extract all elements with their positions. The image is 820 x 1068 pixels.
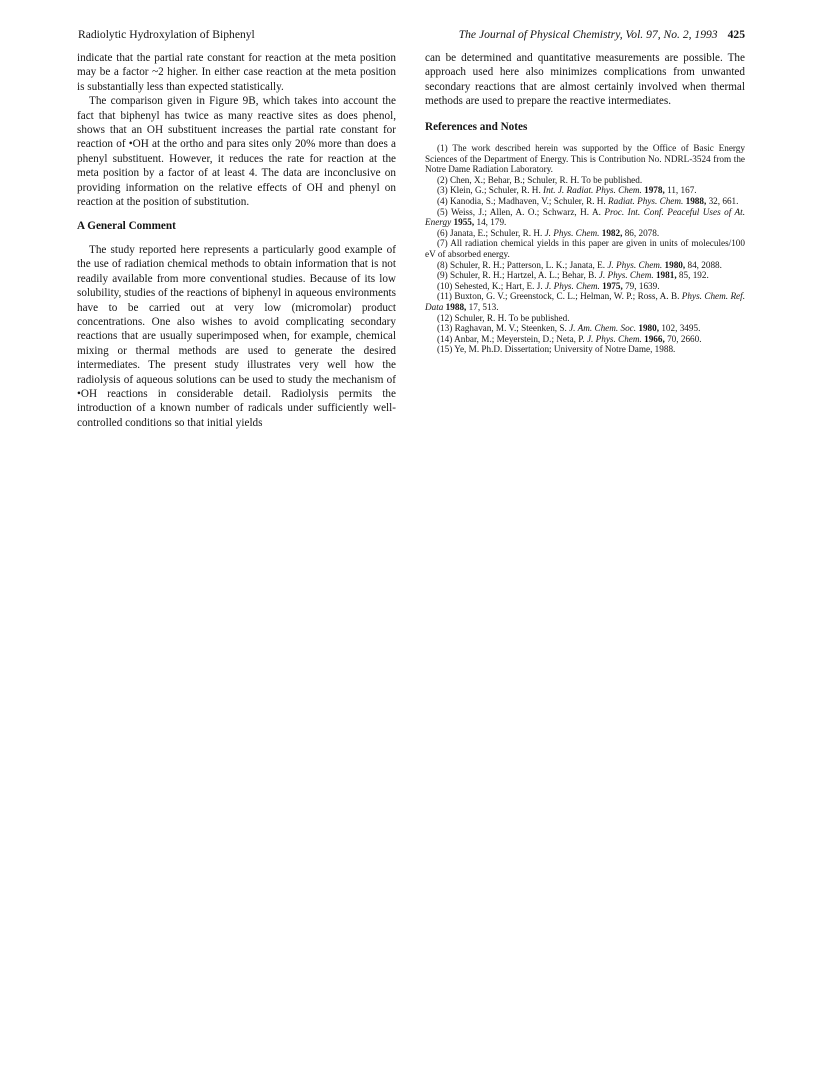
journal-citation-line [459, 28, 745, 41]
paragraph: indicate that the partial rate constant for reaction at the meta position may be a factor ~2 higher. In either case reaction at the meta position is substantially less than expected statistically. [77, 52, 396, 93]
section-heading: A General Comment [77, 220, 176, 233]
references-list [425, 143, 745, 355]
running-title: Radiolytic Hydroxylation of Biphenyl [78, 28, 255, 41]
reference-item: (15) Ye, M. Ph.D. Dissertation; University of Notre Dame, 1988. [437, 344, 676, 355]
paragraph: The comparison given in Figure 9B, which takes into account the fact that biphenyl has twice as many reactive sites as does phenol, shows that an OH substituent increases the partial rate constant for reaction of •OH at the ortho and para sites only 20% more than does a phenyl substituent. However, it reduces the rate for reaction at the meta position by a factor of at least 4. The data are inconclusive on providing information on the relative effects of OH and phenyl on reaction at the position of substitution. [77, 95, 396, 209]
reference-item: (8) Schuler, R. H.; Patterson, L. K.; Janata, E. J. Phys. Chem. 1980, 84, 2088. [437, 259, 722, 270]
reference-item: (5) Weiss, J.; Allen, A. O.; Schwarz, H. A. Proc. Int. Conf. Peaceful Uses of At. Energy 1955, 14, 179. [425, 206, 745, 228]
reference-item: (10) Sehested, K.; Hart, E. J. J. Phys. Chem. 1975, 79, 1639. [437, 280, 660, 291]
reference-item: (14) Anbar, M.; Meyerstein, D.; Neta, P. J. Phys. Chem. 1966, 70, 2660. [437, 333, 702, 344]
reference-item: (1) The work described herein was supported by the Office of Basic Energy Sciences of the Department of Energy. This is Contribution No. NDRL-3524 from the Notre Dame Radiation Laboratory. [425, 143, 745, 175]
reference-item: (12) Schuler, R. H. To be published. [437, 312, 570, 323]
references-heading: References and Notes [425, 120, 528, 133]
reference-item: (4) Kanodia, S.; Madhaven, V.; Schuler, R. H. Radiat. Phys. Chem. 1988, 32, 661. [437, 196, 739, 206]
page-header [78, 28, 745, 44]
reference-item: (7) All radiation chemical yields in this paper are given in units of molecules/100 eV of absorbed energy. [425, 238, 745, 259]
paragraph: The study reported here represents a particularly good example of the use of radiation chemical methods to obtain information that is not readily available from more conventional studies. Because of its low solubility, studies of the reactions of biphenyl in aqueous environments have to be carried out at very low (micromolar) product concentrations. One also wishes to avoid complicating secondary reactions that are usually superimposed when, for example, chemical mixing or thermal methods are used to generate the desired intermediates. The present study illustrates very well how the radiolysis of aqueous solutions can be used to study the mechanism of •OH reactions in considerable detail. Radiolysis permits the introduction of a known number of radicals under sufficiently well-controlled conditions so that initial yields [77, 243, 396, 429]
reference-item: (2) Chen, X.; Behar, B.; Schuler, R. H. To be published. [437, 174, 643, 185]
reference-item: (9) Schuler, R. H.; Hartzel, A. L.; Behar, B. J. Phys. Chem. 1981, 85, 192. [437, 270, 709, 281]
reference-item: (13) Raghavan, M. V.; Steenken, S. J. Am. Chem. Soc. 1980, 102, 3495. [437, 323, 701, 334]
reference-item: (6) Janata, E.; Schuler, R. H. J. Phys. Chem. 1982, 86, 2078. [437, 227, 660, 238]
paragraph: can be determined and quantitative measurements are possible. The approach used here also minimizes complications from unwanted secondary reactions that are almost certainly involved when thermal methods are used to prepare the reactive intermediates. [425, 52, 745, 108]
left-column [77, 51, 396, 430]
page-number: 425 [727, 28, 745, 41]
right-column [425, 51, 745, 355]
reference-item: (11) Buxton, G. V.; Greenstock, C. L.; Helman, W. P.; Ross, A. B. Phys. Chem. Ref. Data 1988, 17, 513. [425, 291, 745, 312]
journal-name: The Journal of Physical Chemistry, Vol. 97, No. 2, 1993 [458, 28, 718, 41]
reference-item: (3) Klein, G.; Schuler, R. H. Int. J. Radiat. Phys. Chem. 1978, 11, 167. [437, 185, 697, 196]
